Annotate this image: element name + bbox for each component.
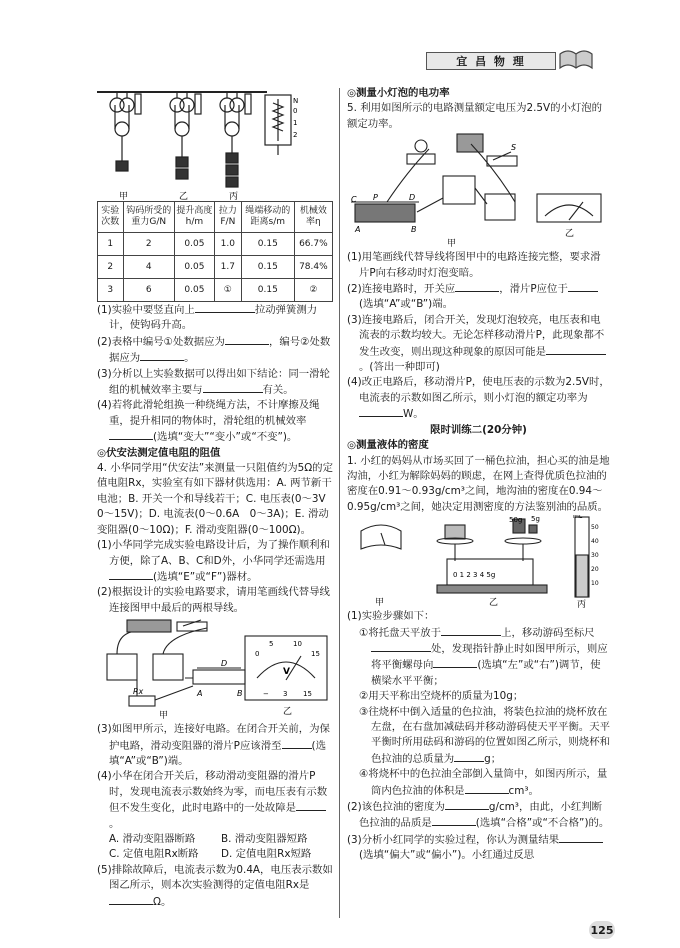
- answer-blank[interactable]: [282, 738, 312, 749]
- step-1: [347, 625, 610, 690]
- answer-blank[interactable]: [559, 832, 603, 843]
- q-text: (4)若将此滑轮组换一种绕绳方法，不计摩擦及绳重，提升相同的物体时，滑轮组的机械效率: [97, 399, 320, 427]
- right-column: [347, 86, 610, 864]
- q-text: (3)分析以上实验数据可以得出如下结论：同一滑轮组的机械效率主要与: [97, 367, 330, 397]
- option-c[interactable]: C. 定值电阻Rx断路: [109, 848, 199, 861]
- page-number: 125: [589, 921, 615, 939]
- options-row: [97, 847, 333, 862]
- pulley-figure: [97, 89, 333, 201]
- weight-50g: 50g: [509, 515, 523, 524]
- label-d: D: [409, 193, 416, 203]
- question-a4: [97, 398, 333, 445]
- book-icon: [558, 48, 594, 72]
- scale-mark-2: 2: [293, 131, 298, 139]
- cylinder-tick: 20: [591, 566, 599, 574]
- table-cell: 0.05: [174, 279, 214, 302]
- caption-jia: 甲: [447, 239, 457, 250]
- lamp-circuit-diagram: [347, 132, 610, 250]
- timed-heading: 限时训练二(20分钟): [430, 423, 527, 436]
- circuit-figure: [97, 616, 333, 722]
- answer-blank[interactable]: [359, 406, 403, 417]
- caption-jia: 甲: [159, 711, 169, 722]
- answer-blank[interactable]: [109, 894, 153, 905]
- question-5-1: (1)用笔画线代替导线将图甲中的电路连接完整，要求滑片P向右移动时灯泡变暗。: [347, 251, 601, 279]
- table-header-cell: 绳端移动的距离s/m: [241, 202, 294, 233]
- q-text: ③往烧杯中倒入适量的色拉油，将装色拉油的烧杯放在左盘，在右盘加减砝码并移动游码使天平平衡。天平平衡时所用砝码和游码的位置如图乙所示，则烧杯和色拉油的总质量为: [359, 705, 610, 765]
- table-row: [98, 256, 333, 279]
- q-text: (1)实验中要竖直向上: [97, 304, 195, 316]
- question-1-1: (1)实验步骤如下：: [347, 610, 435, 623]
- meter-terminal-15: 15: [303, 690, 312, 699]
- answer-blank[interactable]: [371, 641, 431, 652]
- label-p: P: [373, 193, 378, 203]
- meter-tick-5: 5: [269, 640, 274, 649]
- step-2: ②用天平称出空烧杯的质量为10g；: [359, 690, 524, 703]
- table-cell: ②: [294, 279, 332, 302]
- table-header-cell: 实验次数: [98, 202, 124, 233]
- table-cell: 1.7: [214, 256, 241, 279]
- q-text: (选填“偏大”或“偏小”)。小红通过反思: [359, 849, 535, 862]
- q-text: 处，发现指针静止时如图甲所示，则应将平衡螺母向: [371, 642, 608, 672]
- caption-yi: 乙: [283, 707, 293, 718]
- answer-blank[interactable]: [454, 751, 484, 762]
- column-divider: [339, 88, 340, 918]
- q-text: 。: [184, 352, 195, 365]
- q-text: g；: [484, 752, 502, 765]
- cylinder-unit: mL: [573, 515, 583, 521]
- left-column: [97, 89, 337, 910]
- answer-blank[interactable]: [109, 429, 153, 440]
- question-1-2: [347, 799, 610, 832]
- terminal-d: D: [221, 659, 228, 669]
- header-title: 宜 昌 物 理: [426, 52, 556, 70]
- scale-mark-0: 0: [293, 107, 298, 115]
- q-text: (5)排除故障后，电流表示数为0.4A，电压表示数如图乙所示，则本次实验测得的定值电阻Rx是: [97, 863, 333, 892]
- caption-yi: 乙: [565, 229, 575, 240]
- q-text: (2)该色拉油的密度为: [347, 801, 445, 813]
- cylinder-tick: 10: [591, 580, 599, 588]
- q-text: (1)小华同学完成实验电路设计后，为了操作顺利和方便，除了A、B、C和D外，小华同学还需选用: [97, 539, 330, 567]
- q-text: ④将烧杯中的色拉油全部倒入量筒中，如图丙所示，量筒内色拉油的体积是: [359, 768, 608, 797]
- label-s: S: [511, 143, 517, 153]
- q-text: (选填“变大”“变小”或“不变”)。: [153, 431, 298, 444]
- meter-tick-10: 10: [293, 640, 302, 649]
- q-text: W。: [403, 408, 424, 421]
- label-c: C: [351, 195, 357, 205]
- label-a: A: [355, 225, 361, 235]
- caption-jia: 甲: [375, 598, 385, 609]
- table-cell: 3: [98, 279, 124, 302]
- q-text: g/cm³，由此，小红判断色拉油的品质是: [359, 801, 603, 830]
- q-text: 拉动弹簧测力计，使钩码升高。: [109, 304, 318, 332]
- answer-blank[interactable]: [568, 281, 598, 292]
- question-4-5: [97, 863, 333, 910]
- table-cell: 2: [98, 256, 124, 279]
- section-heading: ◎测量液体的密度: [347, 439, 429, 452]
- meter-tick-0: 0: [255, 650, 260, 659]
- meter-terminal-3: 3: [283, 690, 288, 699]
- resistor-label: Rx: [133, 687, 144, 697]
- question-5-4: [347, 375, 610, 422]
- table-cell: 78.4%: [294, 256, 332, 279]
- q-text: (3)分析小红同学的实验过程，你认为测量结果: [347, 833, 560, 846]
- q-text: 。(答出一种即可): [359, 361, 440, 374]
- q-text: (3)连接电路后，闭合开关，发现灯泡较亮，电压表和电流表的示数均较大。无论怎样移动滑片P，此现象都不发生改变，则出现这种现象的原因可能是: [347, 313, 605, 358]
- balance-figure: [347, 515, 610, 609]
- answer-blank[interactable]: [445, 799, 489, 810]
- scale-mark-n: N: [293, 97, 299, 105]
- q-text: 。: [109, 817, 120, 830]
- answer-blank[interactable]: [441, 625, 501, 636]
- answer-blank[interactable]: [109, 569, 153, 580]
- q-text: (3)如图甲所示，连接好电路。在闭合开关前，为保护电路，滑动变阻器的滑片P应该滑至: [97, 723, 330, 752]
- cylinder-tick: 30: [591, 552, 599, 560]
- answer-blank[interactable]: [296, 800, 326, 811]
- q-text: (2)表格中编号①处数据应为: [97, 335, 225, 348]
- q-text: Ω。: [153, 895, 172, 908]
- q-text: cm³。: [508, 784, 539, 797]
- question-a1: [97, 302, 333, 334]
- rider-scale: 0 1 2 3 4 5g: [453, 571, 496, 580]
- q-text: (选填“左”或“右”)调节，使横梁水平平衡；: [371, 659, 601, 687]
- page-header: [426, 48, 586, 70]
- question-4-4: [97, 769, 333, 832]
- label-b: B: [411, 225, 417, 235]
- data-table: [97, 201, 333, 302]
- option-b[interactable]: B. 滑动变阻器短路: [221, 832, 308, 845]
- q-text: (选填“合格”或“不合格”)的。: [475, 817, 610, 830]
- caption-bing: 丙: [577, 600, 587, 610]
- answer-blank[interactable]: [195, 302, 255, 313]
- table-header-cell: 拉力F/N: [214, 202, 241, 233]
- q-text: 上，移动游码至标尺: [501, 626, 595, 639]
- q-text: ，编号②处数据应为: [109, 335, 331, 365]
- table-cell: 0.15: [241, 279, 294, 302]
- q-text: (选填“A”或“B”)端。: [109, 739, 326, 767]
- table-cell: 0.05: [174, 233, 214, 256]
- meter-symbol: V: [283, 667, 290, 678]
- table-cell: 1.0: [214, 233, 241, 256]
- question-4: 4. 小华同学用“伏安法”来测量一只阻值约为5Ω的定值电阻Rx，实验室有如下器材供选用：A. 两节新干电池；B. 开关一个和导线若干；C. 电压表(0～3V 0～15V)；D. 电流表(0～0.6A 0～3A)；E. 滑动变阻器(0～10Ω)；F. 滑动变阻器(0～100Ω)。: [97, 462, 337, 536]
- q-text: (选填“A”或“B”)端。: [359, 298, 453, 311]
- q-text: ，滑片P应位于: [499, 283, 568, 296]
- table-cell: 6: [123, 279, 174, 302]
- cylinder-tick: 40: [591, 538, 599, 546]
- meter-terminal-neg: −: [263, 690, 269, 699]
- table-cell: 2: [123, 233, 174, 256]
- question-4-3: [97, 722, 333, 769]
- table-header-cell: 提升高度h/m: [174, 202, 214, 233]
- caption-yi: 乙: [489, 598, 499, 609]
- pulley-diagram: [97, 89, 333, 201]
- question-1: 1. 小红的妈妈从市场买回了一桶色拉油，担心买的油是地沟油，小红为解除妈妈的顾虑，在网上查得优质色拉油的密度在0.91～0.93g/cm³之间，地沟油的密度在0.94～0.95g/cm³之间，她决定用测密度的方法鉴别油的品质。: [347, 454, 610, 513]
- terminal-b: B: [237, 689, 243, 699]
- question-a3: [97, 367, 333, 399]
- caption-bing: 丙: [229, 192, 239, 201]
- answer-blank[interactable]: [455, 281, 499, 292]
- answer-blank[interactable]: [203, 382, 263, 393]
- circuit-diagram: [97, 616, 333, 722]
- question-5-3: [347, 313, 610, 376]
- q-text: (4)小华在闭合开关后，移动滑动变阻器的滑片P时，发现电流表示数始终为零，而电压表有示数但不发生变化，此时电路中的一处故障是: [97, 770, 328, 815]
- scale-mark-1: 1: [293, 119, 298, 127]
- q-text: (4)改正电路后，移动滑片P，使电压表的示数为2.5V时，电流表的示数如图乙所示，则小灯泡的额定功率为: [347, 376, 610, 404]
- question-5-2: [347, 281, 610, 313]
- step-3: [347, 705, 610, 768]
- q-text: 有关。: [262, 384, 294, 397]
- answer-blank[interactable]: [140, 350, 184, 361]
- question-a2: [97, 334, 333, 367]
- table-header-cell: 机械效率η: [294, 202, 332, 233]
- table-cell: ①: [214, 279, 241, 302]
- question-4-1: [97, 538, 333, 585]
- option-d[interactable]: D. 定值电阻Rx短路: [221, 848, 312, 861]
- balance-diagram: [347, 515, 610, 609]
- table-row: [98, 279, 333, 302]
- table-cell: 1: [98, 233, 124, 256]
- answer-blank[interactable]: [546, 344, 606, 355]
- table-cell: 66.7%: [294, 233, 332, 256]
- q-text: (选填“E”或“F”)器材。: [153, 570, 258, 583]
- answer-blank[interactable]: [432, 815, 476, 826]
- question-1-3: [347, 832, 610, 864]
- terminal-a: A: [197, 689, 203, 699]
- table-cell: 4: [123, 256, 174, 279]
- table-cell: 0.05: [174, 256, 214, 279]
- q-text: (2)连接电路时，开关应: [347, 283, 456, 296]
- step-4: [347, 767, 610, 799]
- caption-jia: 甲: [119, 192, 129, 201]
- table-row: [98, 233, 333, 256]
- question-5: 5. 利用如图所示的电路测量额定电压为2.5V的小灯泡的额定功率。: [347, 102, 603, 130]
- table-header-row: [98, 202, 333, 233]
- table-cell: 0.15: [241, 233, 294, 256]
- lamp-circuit-figure: [347, 132, 610, 250]
- meter-tick-15: 15: [311, 650, 320, 659]
- section-heading: ◎伏安法测定值电阻的阻值: [97, 446, 221, 459]
- table-header-cell: 钩码所受的重力G/N: [123, 202, 174, 233]
- section-heading: ◎测量小灯泡的电功率: [347, 87, 450, 99]
- weight-5g: 5g: [531, 515, 540, 524]
- question-4-2: (2)根据设计的实验电路要求，请用笔画线代替导线连接图甲中最后的两根导线。: [97, 586, 330, 614]
- answer-blank[interactable]: [433, 657, 477, 668]
- table-cell: 0.15: [241, 256, 294, 279]
- option-a[interactable]: A. 滑动变阻器断路: [109, 832, 196, 845]
- cylinder-tick: 50: [591, 524, 599, 532]
- options-row: [97, 832, 333, 847]
- answer-blank[interactable]: [465, 783, 509, 794]
- answer-blank[interactable]: [225, 334, 269, 345]
- q-text: ①将托盘天平放于: [359, 626, 442, 639]
- caption-yi: 乙: [179, 192, 189, 201]
